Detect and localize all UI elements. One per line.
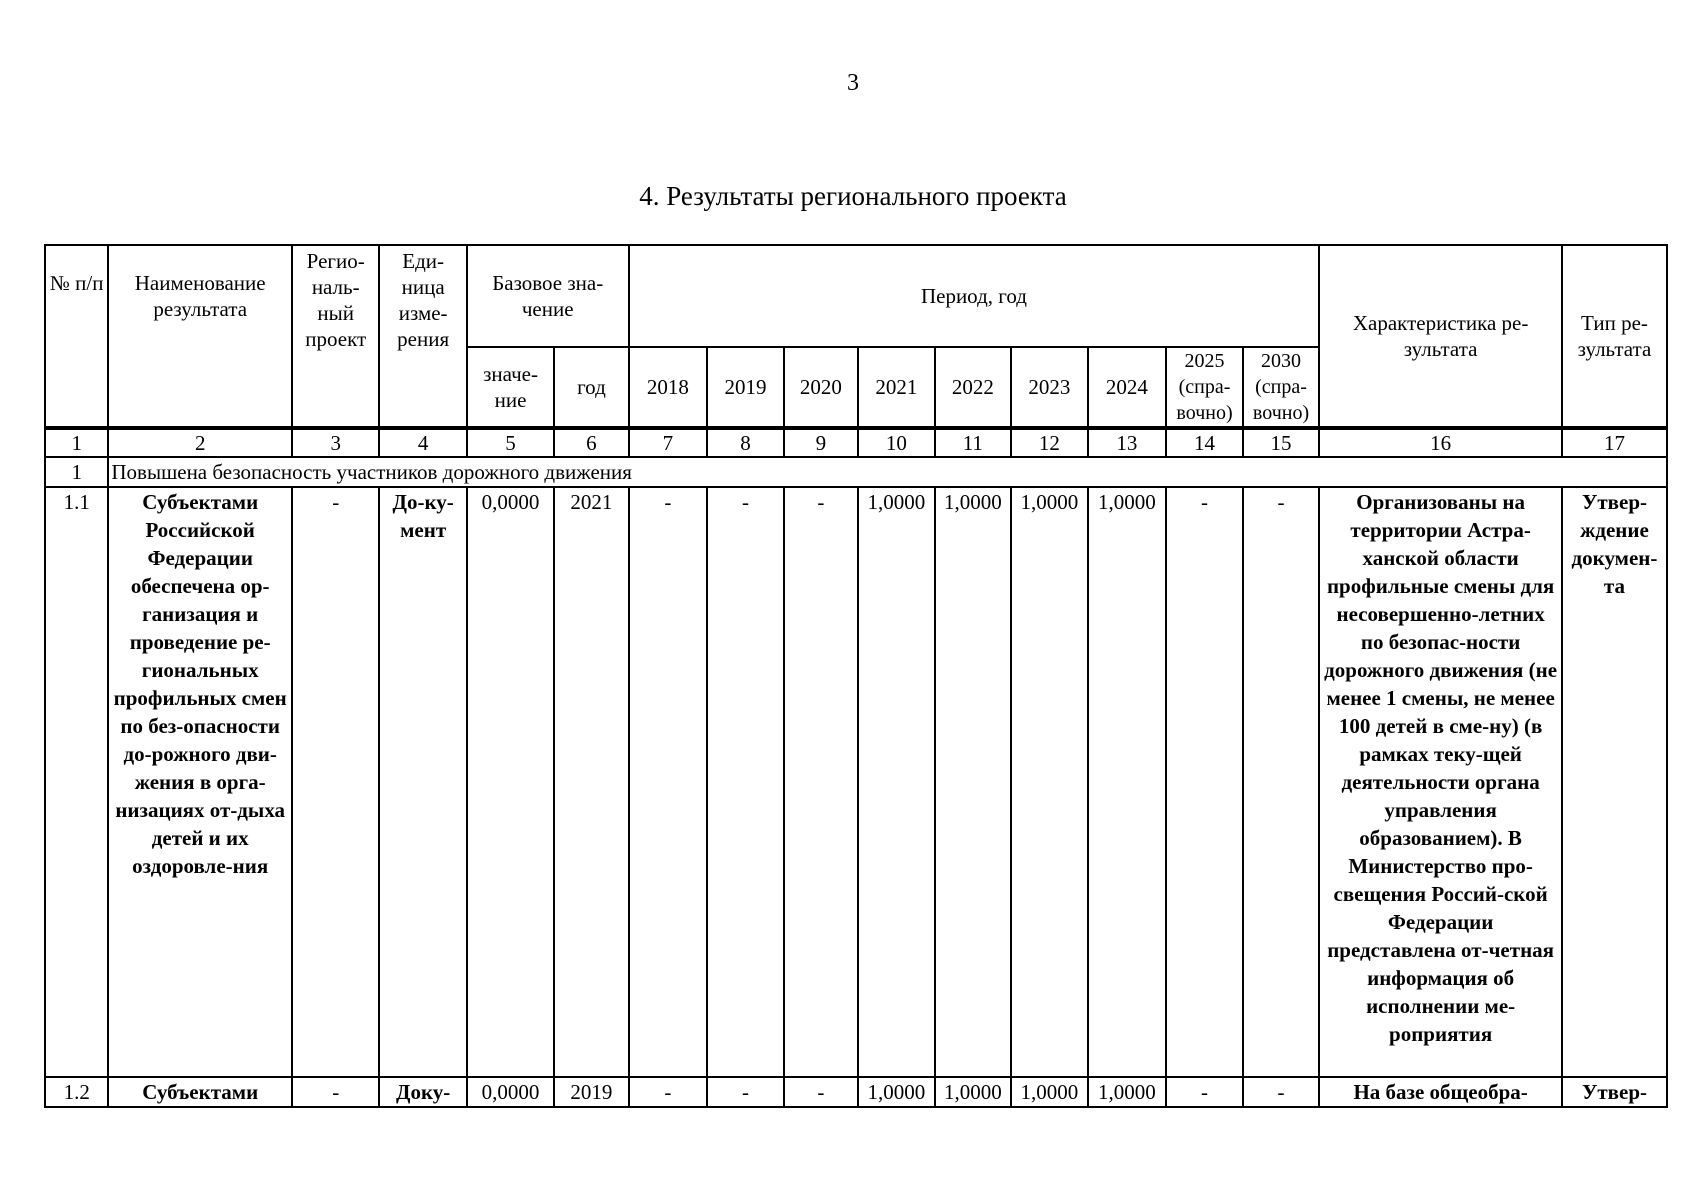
column-number: 5 [467, 428, 554, 457]
section-title: Повышена безопасность участников дорожного движения [108, 457, 1667, 487]
row-num: 1.1 [45, 487, 108, 1077]
results-table [44, 244, 1668, 1108]
header-year-2024: 2024 [1088, 347, 1167, 428]
row-characteristic: Организованы на территории Астра-ханской области профильные смены для несовершенно-летних по безопас-ности дорожного движения (не менее 1 смены, не менее 100 детей в сме-ну) (в рамках теку-щей деятельности органа управления образованием). В Министерство про-свещения Россий-ской Федерации представлена от-четная информация об исполнении ме-роприятия [1319, 487, 1562, 1077]
header-period: Период, год [629, 245, 1320, 347]
row-type: Утвер-ждение докумен-та [1562, 487, 1667, 1077]
row-value-2023: 1,0000 [1011, 1077, 1088, 1107]
row-value-2020: - [784, 487, 858, 1077]
row-value-2024: 1,0000 [1088, 487, 1167, 1077]
row-value-2022: 1,0000 [935, 487, 1012, 1077]
header-year-2020: 2020 [784, 347, 858, 428]
column-number: 3 [292, 428, 379, 457]
row-value-2025: - [1166, 487, 1243, 1077]
header-num: № п/п [45, 245, 108, 428]
header-regional-project: Регио-наль-ный проект [292, 245, 379, 428]
header-characteristic: Характеристика ре-зультата [1319, 245, 1562, 428]
document-title: 4. Результаты регионального проекта [639, 181, 1067, 211]
row-regional-project: - [292, 1077, 379, 1107]
column-number: 13 [1088, 428, 1167, 457]
section-num: 1 [45, 457, 108, 487]
column-number: 11 [935, 428, 1012, 457]
column-number: 9 [784, 428, 858, 457]
column-number: 10 [858, 428, 935, 457]
row-value-2018: - [629, 1077, 708, 1107]
row-value-2020: - [784, 1077, 858, 1107]
header-year-2019: 2019 [707, 347, 784, 428]
row-value-2030: - [1243, 1077, 1320, 1107]
column-number: 15 [1243, 428, 1320, 457]
header-base-value: Базовое зна-чение [467, 245, 629, 347]
row-type: Утвер- [1562, 1077, 1667, 1107]
row-value-2018: - [629, 487, 708, 1077]
header-year-2021: 2021 [858, 347, 935, 428]
column-number: 12 [1011, 428, 1088, 457]
column-number: 4 [379, 428, 466, 457]
header-year-2025: 2025 (спра-вочно) [1166, 347, 1243, 428]
header-year-2022: 2022 [935, 347, 1012, 428]
header-base-value-year: год [554, 347, 628, 428]
header-year-2018: 2018 [629, 347, 708, 428]
row-regional-project: - [292, 487, 379, 1077]
row-value-2024: 1,0000 [1088, 1077, 1167, 1107]
header-year-2030: 2030 (спра-вочно) [1243, 347, 1320, 428]
header-base-value-value: значе-ние [467, 347, 554, 428]
row-base-value: 0,0000 [467, 487, 554, 1077]
row-value-2030: - [1243, 487, 1320, 1077]
column-number: 16 [1319, 428, 1562, 457]
row-value-2019: - [707, 1077, 784, 1107]
table-row [45, 1077, 1667, 1107]
table-row [45, 487, 1667, 1077]
row-value-2021: 1,0000 [858, 487, 935, 1077]
column-number: 7 [629, 428, 708, 457]
row-unit: До-ку-мент [379, 487, 466, 1077]
header-unit: Еди-ница изме-рения [379, 245, 466, 428]
row-characteristic: На базе общеобра- [1319, 1077, 1562, 1107]
row-value-2023: 1,0000 [1011, 487, 1088, 1077]
row-value-2022: 1,0000 [935, 1077, 1012, 1107]
column-number: 6 [554, 428, 628, 457]
header-type: Тип ре-зультата [1562, 245, 1667, 428]
column-number: 1 [45, 428, 108, 457]
row-base-value: 0,0000 [467, 1077, 554, 1107]
column-number: 14 [1166, 428, 1243, 457]
row-unit: Доку- [379, 1077, 466, 1107]
column-number: 8 [707, 428, 784, 457]
row-value-2025: - [1166, 1077, 1243, 1107]
row-name: Субъектами [108, 1077, 292, 1107]
row-base-year: 2019 [554, 1077, 628, 1107]
row-value-2021: 1,0000 [858, 1077, 935, 1107]
row-num: 1.2 [45, 1077, 108, 1107]
row-name: Субъектами Российской Федерации обеспечена ор-ганизация и проведение ре-гиональных профильных смен по без-опасности до-рожного дви-жения в орга-низациях от-дыха детей и их оздоровле-ния [108, 487, 292, 1077]
header-name: Наименование результата [108, 245, 292, 428]
row-base-year: 2021 [554, 487, 628, 1077]
header-year-2023: 2023 [1011, 347, 1088, 428]
page-number: 3 [847, 70, 859, 96]
row-value-2019: - [707, 487, 784, 1077]
column-number: 2 [108, 428, 292, 457]
column-number: 17 [1562, 428, 1667, 457]
